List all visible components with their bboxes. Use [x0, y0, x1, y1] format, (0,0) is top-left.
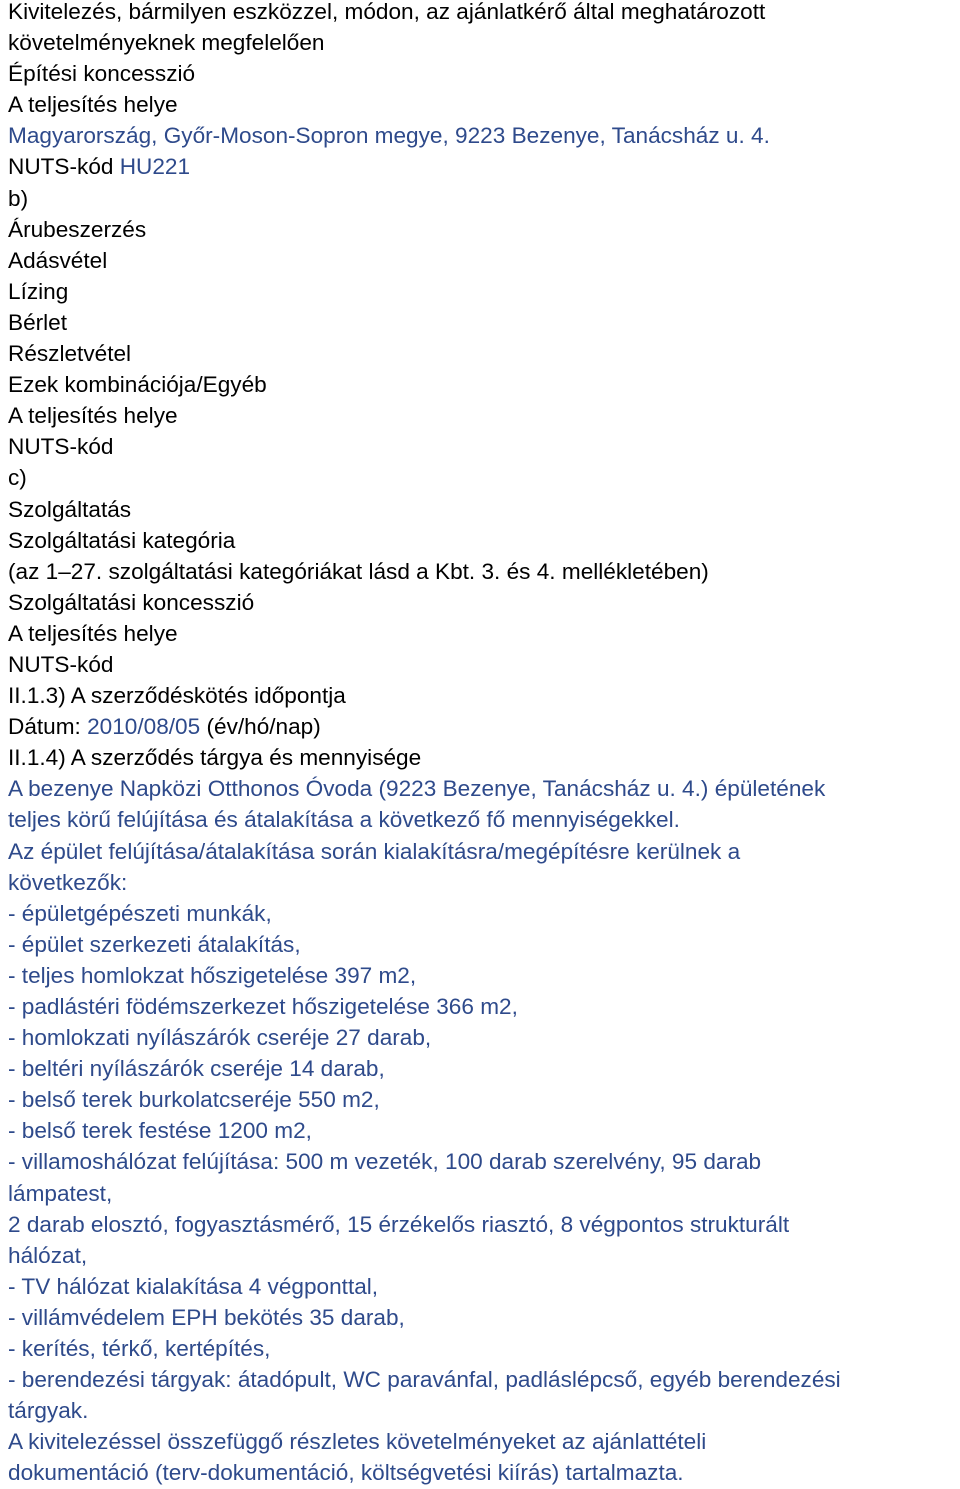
text-line: Építési koncesszió: [8, 61, 196, 87]
text-line: NUTS-kód: [8, 434, 114, 460]
date-label: Dátum:: [8, 714, 88, 740]
performance-location-value: Magyarország, Győr-Moson-Sopron megye, 9223 Bezenye, Tanácsház u. 4.: [8, 123, 770, 149]
text-line: Szolgáltatási koncesszió: [8, 589, 255, 615]
text-line: Árubeszerzés: [8, 216, 147, 242]
contract-date-value: 2010/08/05: [87, 714, 201, 740]
description-line: - épületgépészeti munkák,: [8, 900, 272, 926]
description-line: - belső terek festése 1200 m2,: [8, 1118, 312, 1144]
description-line: dokumentáció (terv-dokumentáció, költségvetési kiírás) tartalmazta.: [8, 1460, 684, 1486]
description-line: - kerítés, térkő, kertépítés,: [8, 1336, 271, 1362]
text-line: Szolgáltatási kategória: [8, 527, 236, 553]
contract-description: [8, 773, 958, 1488]
description-line: - villámvédelem EPH bekötés 35 darab,: [8, 1304, 405, 1330]
description-line: 2 darab elosztó, fogyasztásmérő, 15 érzékelős riasztó, 8 végpontos strukturált: [8, 1211, 790, 1237]
contract-date-line: [8, 711, 958, 742]
description-line: A bezenye Napközi Otthonos Óvoda (9223 Bezenye, Tanácsház u. 4.) épületének: [8, 776, 826, 802]
description-line: hálózat,: [8, 1242, 88, 1268]
document-page: [8, 0, 958, 1489]
description-line: - beltéri nyílászárók cseréje 14 darab,: [8, 1056, 385, 1082]
description-line: - belső terek burkolatcseréje 550 m2,: [8, 1087, 380, 1113]
description-line: tárgyak.: [8, 1398, 89, 1424]
nuts-code-line: [8, 151, 958, 182]
description-line: következők:: [8, 869, 128, 895]
text-line: b): [8, 185, 29, 211]
description-line: - homlokzati nyílászárók cseréje 27 darab,: [8, 1025, 432, 1051]
text-line: Kivitelezés, bármilyen eszközzel, módon, az ajánlatkérő által meghatározott: [8, 0, 766, 24]
description-line: Az épület felújítása/átalakítása során kialakításra/megépítésre kerülnek a: [8, 838, 741, 864]
section-heading: II.1.4) A szerződés tárgya és mennyisége: [8, 745, 422, 771]
text-line: A teljesítés helye: [8, 92, 178, 118]
description-line: - villamoshálózat felújítása: 500 m vezeték, 100 darab szerelvény, 95 darab: [8, 1149, 762, 1175]
text-line: (az 1–27. szolgáltatási kategóriákat lásd a Kbt. 3. és 4. mellékletében): [8, 558, 709, 584]
text-line: Szolgáltatás: [8, 496, 132, 522]
description-line: teljes körű felújítása és átalakítása a következő fő mennyiségekkel.: [8, 807, 680, 833]
date-format: (év/hó/nap): [200, 714, 321, 740]
text-line: Adásvétel: [8, 247, 108, 273]
description-line: A kivitelezéssel összefüggő részletes követelményeket az ajánlattételi: [8, 1429, 707, 1455]
description-line: - TV hálózat kialakítása 4 végponttal,: [8, 1273, 379, 1299]
description-line: - teljes homlokzat hőszigetelése 397 m2,: [8, 962, 417, 988]
text-line: c): [8, 465, 27, 491]
description-line: - padlástéri födémszerkezet hőszigetelése 366 m2,: [8, 994, 518, 1019]
description-line: - épület szerkezeti átalakítás,: [8, 931, 301, 957]
text-line: Bérlet: [8, 309, 68, 335]
text-line: Részletvétel: [8, 341, 132, 367]
description-line: lámpatest,: [8, 1180, 113, 1206]
text-line: NUTS-kód: [8, 651, 114, 677]
text-line: A teljesítés helye: [8, 403, 178, 429]
nuts-code-value: HU221: [119, 154, 191, 180]
text-line: követelményeknek megfelelően: [8, 30, 325, 56]
section-heading: II.1.3) A szerződéskötés időpontja: [8, 683, 346, 709]
nuts-code-label: NUTS-kód: [8, 154, 120, 180]
description-line: - berendezési tárgyak: átadópult, WC paravánfal, padláslépcső, egyéb berendezési: [8, 1367, 841, 1393]
text-line: Lízing: [8, 278, 69, 304]
text-line: Ezek kombinációja/Egyéb: [8, 372, 267, 398]
text-line: A teljesítés helye: [8, 620, 178, 646]
